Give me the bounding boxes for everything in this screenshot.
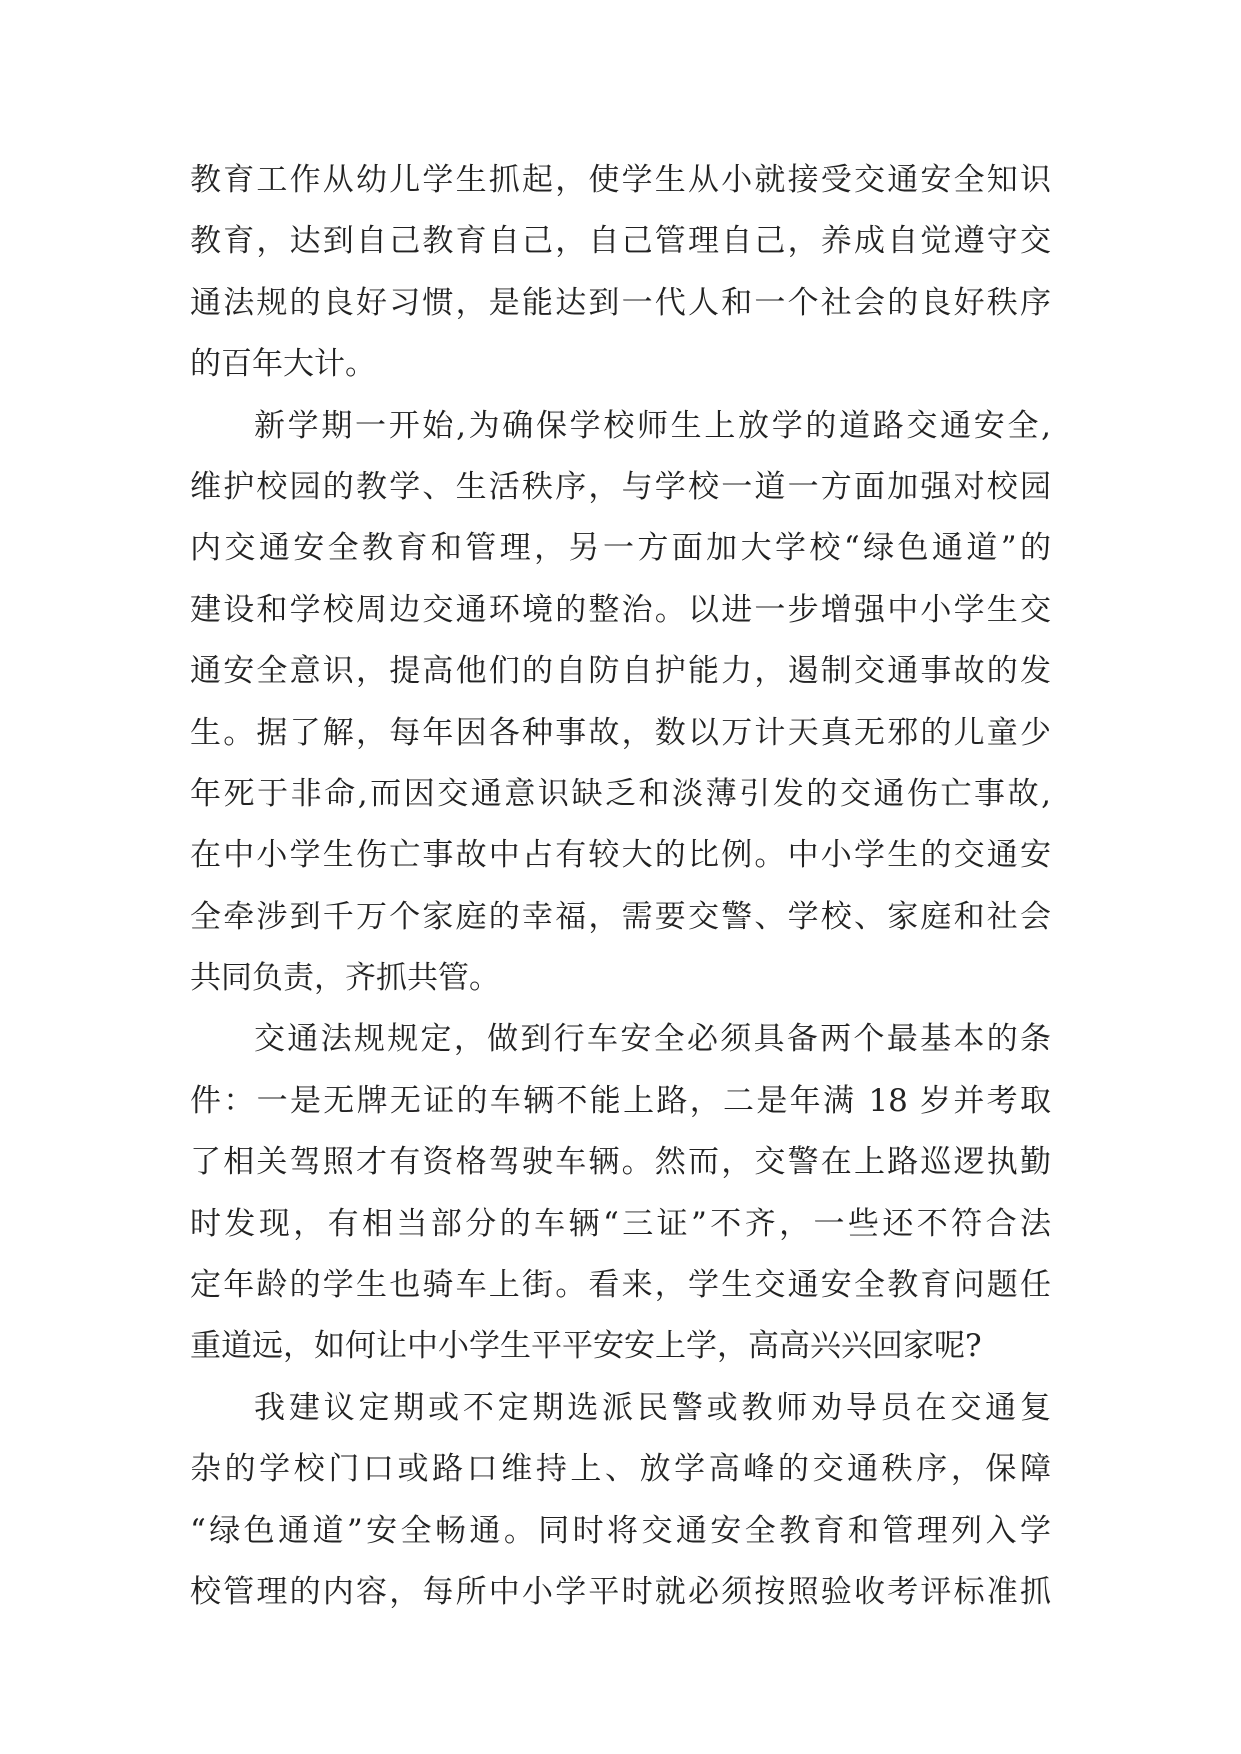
text-line: 在中小学生伤亡事故中占有较大的比例。中小学生的交通安: [190, 837, 1051, 874]
text-line: 通安全意识，提高他们的自防自护能力，遏制交通事故的发: [190, 653, 1051, 690]
text-line: 杂的学校门口或路口维持上、放学高峰的交通秩序，保障: [190, 1451, 1051, 1488]
text-line: 维护校园的教学、生活秩序，与学校一道一方面加强对校园: [190, 468, 1051, 505]
paragraph-1: [190, 150, 1051, 396]
text-line: 教育，达到自己教育自己，自己管理自己，养成自觉遵守交: [190, 223, 1051, 260]
text-line: 件：一是无牌无证的车辆不能上路，二是年满 18 岁并考取: [190, 1082, 1051, 1119]
paragraph-2: [190, 396, 1051, 1010]
text-line: 交通法规规定，做到行车安全必须具备两个最基本的条: [254, 1021, 1051, 1058]
text-line: 全牵涉到千万个家庭的幸福，需要交警、学校、家庭和社会: [190, 898, 1051, 935]
text-line: 我建议定期或不定期选派民警或教师劝导员在交通复: [254, 1389, 1051, 1426]
text-line: 时发现，有相当部分的车辆“三证”不齐，一些还不符合法: [190, 1205, 1051, 1242]
text-line: “绿色通道”安全畅通。同时将交通安全教育和管理列入学: [190, 1512, 1051, 1549]
text-line: 的百年大计。: [190, 346, 376, 383]
text-line: 新学期一开始,为确保学校师生上放学的道路交通安全,: [254, 407, 1051, 444]
text-line: 生。据了解，每年因各种事故，数以万计天真无邪的儿童少: [190, 714, 1051, 751]
text-line: 了相关驾照才有资格驾驶车辆。然而，交警在上路巡逻执勤: [190, 1144, 1051, 1181]
text-line: 教育工作从幼儿学生抓起，使学生从小就接受交通安全知识: [190, 162, 1051, 198]
paragraph-3: [190, 1009, 1051, 1377]
text-line: 建设和学校周边交通环境的整治。以进一步增强中小学生交: [190, 591, 1051, 628]
text-line: 校管理的内容，每所中小学平时就必须按照验收考评标准抓: [190, 1573, 1051, 1610]
text-line: 年死于非命,而因交通意识缺乏和淡薄引发的交通伤亡事故,: [190, 775, 1051, 812]
text-line: 重道远，如何让中小学生平平安安上学，高高兴兴回家呢?: [190, 1328, 982, 1365]
text-line: 共同负责，齐抓共管。: [190, 960, 500, 997]
text-line: 内交通安全教育和管理，另一方面加大学校“绿色通道”的: [190, 530, 1051, 567]
text-line: 定年龄的学生也骑车上街。看来，学生交通安全教育问题任: [190, 1267, 1051, 1304]
paragraph-4: [190, 1378, 1051, 1624]
text-line: 通法规的良好习惯，是能达到一代人和一个社会的良好秩序: [190, 284, 1051, 321]
document-body: [190, 150, 1051, 1623]
